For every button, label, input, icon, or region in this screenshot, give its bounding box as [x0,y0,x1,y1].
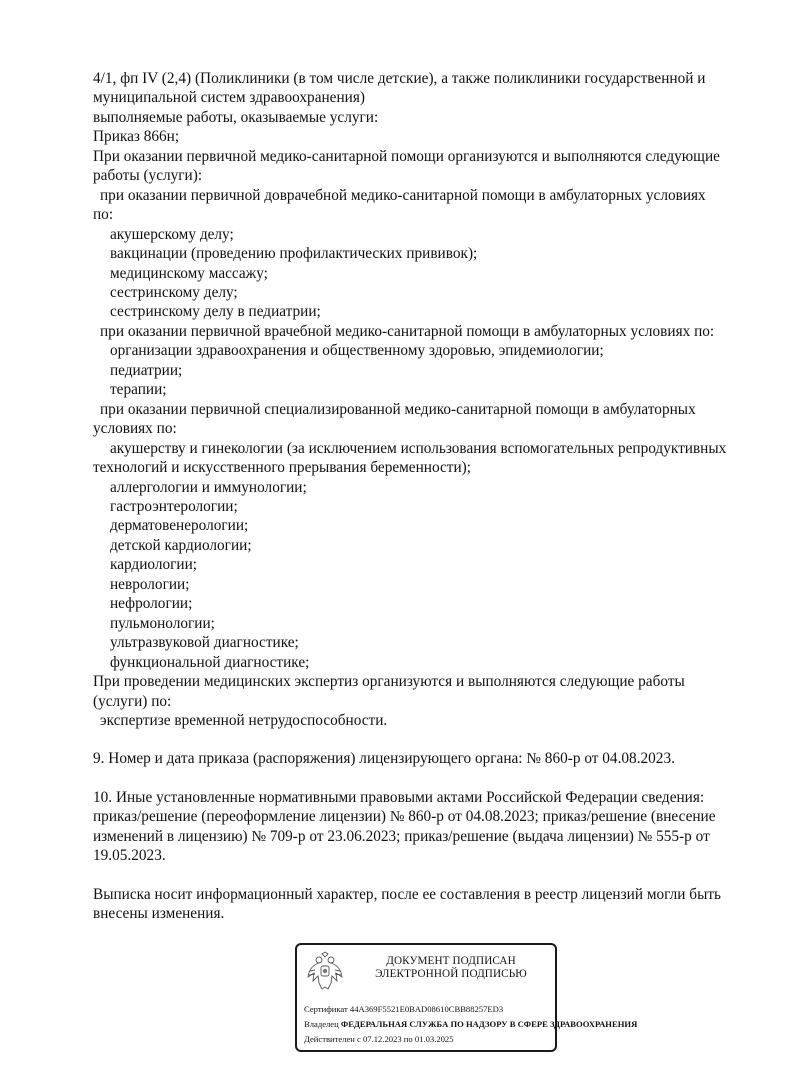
service-item: неврологии; [110,575,190,593]
owner-label: Владелец [304,1019,339,1029]
service-item: медицинскому массажу; [110,264,268,282]
text-line: Выписка носит информационный характер, после ее составления в реестр лицензий могли быть [93,885,722,903]
text-line: При проведении медицинских экспертиз организуются и выполняются следующие работы [93,673,685,691]
text-line: изменений в лицензию) № 709-р от 23.06.2023; приказ/решение (выдача лицензии) № 555-р от [93,827,710,845]
text-line: по: [93,206,114,224]
stamp-title [351,955,551,981]
paragraph-gap [93,730,765,749]
service-item: аллергологии и иммунологии; [110,478,307,496]
certificate-value: 44A369F5521E0BAD08610CBB88257ED3 [349,1004,504,1014]
order-number-line: 9. Номер и дата приказа (распоряжения) лицензирующего органа: № 860-р от 04.08.2023. [93,750,675,768]
service-item: вакцинации (проведению профилактических прививок); [110,245,478,263]
service-item: гастроэнтерологии; [110,497,238,515]
service-item: нефрологии; [110,595,193,613]
text-line: (услуги) по: [93,692,172,710]
validity-row: Действителен с 07.12.2023 по 01.03.2025 [304,1034,454,1044]
service-item: педиатрии; [110,361,183,379]
text-line: работы (услуги): [93,167,203,185]
service-item: организации здравоохранения и общественному здоровью, эпидемиологии; [110,342,604,360]
service-item: сестринскому делу в педиатрии; [110,303,321,321]
coat-of-arms-icon [305,951,345,991]
section-heading: при оказании первичной врачебной медико-санитарной помощи в амбулаторных условиях по: [100,322,715,340]
text-line: При оказании первичной медико-санитарной помощи организуются и выполняются следующие [93,147,720,165]
service-item: сестринскому делу; [110,283,238,301]
service-item: акушерству и гинекологии (за исключением использования вспомогательных репродуктивных [110,439,727,457]
certificate-label: Сертификат [304,1004,348,1014]
service-item: экспертизе временной нетрудоспособности. [100,711,388,729]
text-line: приказ/решение (переоформление лицензии) № 860-р от 04.08.2023; приказ/решение (внесение [93,808,716,826]
section-heading: при оказании первичной специализированной медико-санитарной помощи в амбулаторных [100,400,696,418]
service-item: пульмонологии; [110,614,215,632]
text-line: Приказ 866н; [93,128,180,146]
paragraph-gap [93,769,765,788]
text-line: 4/1, фп IV (2,4) (Поликлиники (в том числе детские), а также поликлиники государственной и [93,70,706,87]
stamp-title-line: ЭЛЕКТРОННОЙ ПОДПИСЬЮ [375,968,527,980]
text-line: выполняемые работы, оказываемые услуги: [93,108,379,126]
service-item: функциональной диагностике; [110,653,310,671]
text-line: внесены изменения. [93,905,225,923]
text-line: 19.05.2023. [93,847,166,865]
text-line: 10. Иные установленные нормативными правовыми актами Российской Федерации сведения: [93,788,705,806]
certificate-row [304,1004,503,1015]
service-item: кардиологии; [110,556,198,574]
owner-row [304,1019,637,1030]
service-item: дерматовенерологии; [110,517,249,535]
service-item: ультразвуковой диагностике; [110,634,299,652]
service-item: терапии; [110,381,167,399]
service-item: акушерскому делу; [110,225,234,243]
service-item: детской кардиологии; [110,536,252,554]
text-line: муниципальной систем здравоохранения) [93,89,365,107]
text-line: условиях по: [93,420,177,438]
paragraph-gap [93,866,765,885]
stamp-title-line: ДОКУМЕНТ ПОДПИСАН [386,955,516,967]
document-body [93,69,765,924]
text-line: технологий и искусственного прерывания беременности); [93,459,472,477]
owner-value: ФЕДЕРАЛЬНАЯ СЛУЖБА ПО НАДЗОРУ В СФЕРЕ ЗДРАВООХРАНЕНИЯ [340,1019,638,1029]
electronic-signature-stamp [295,943,638,1052]
section-heading: при оказании первичной доврачебной медико-санитарной помощи в амбулаторных условиях [100,186,706,204]
